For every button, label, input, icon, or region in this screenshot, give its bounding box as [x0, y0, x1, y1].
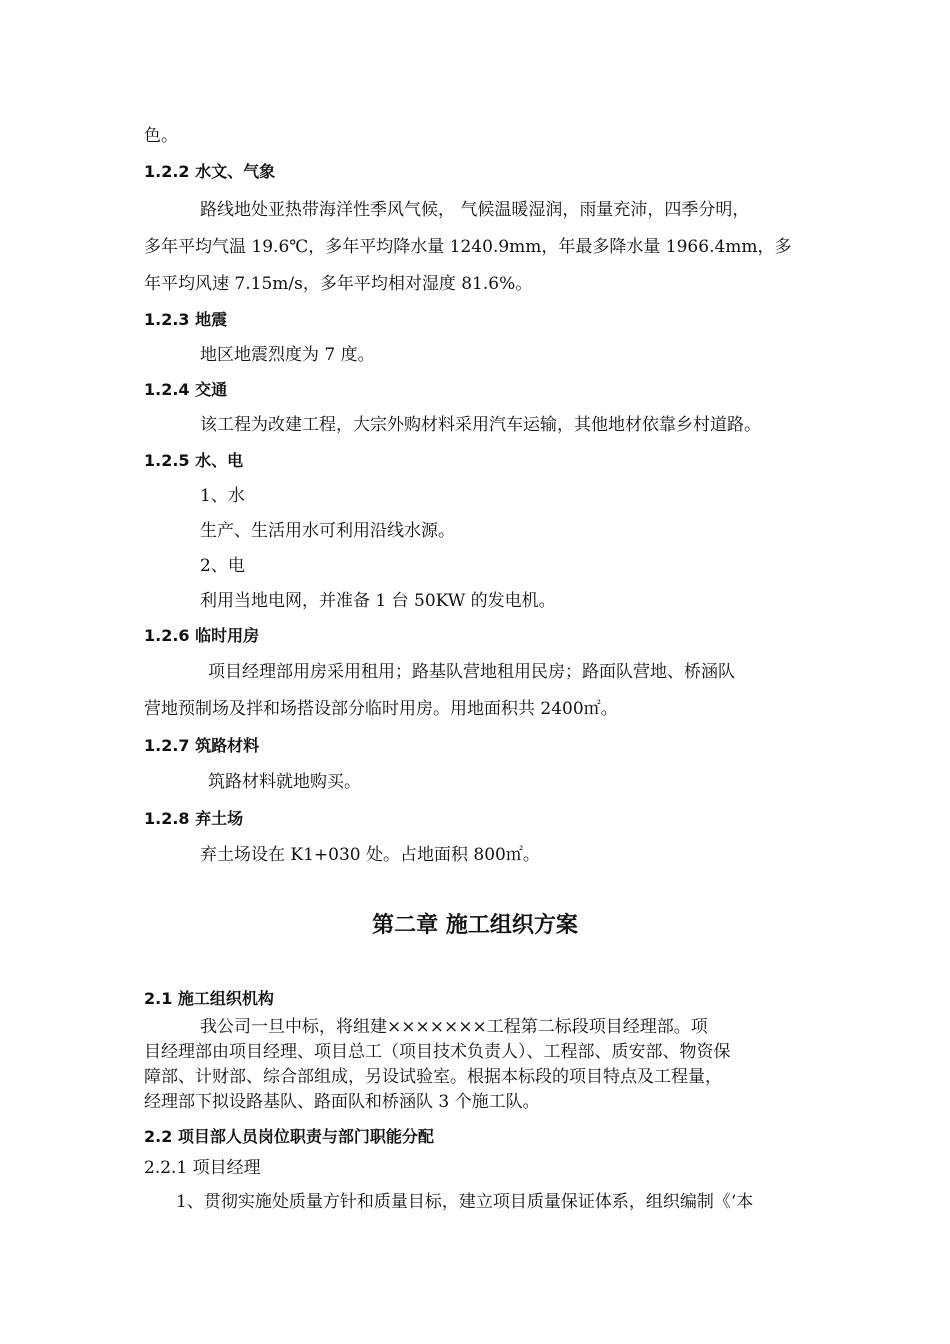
heading-1-2-7: 1.2.7 筑路材料 — [144, 736, 260, 755]
para-1-2-6-line1: 项目经理部用房采用租用；路基队营地租用民房；路面队营地、桥涵队 — [208, 662, 735, 682]
heading-2-1: 2.1 施工组织机构 — [144, 989, 274, 1008]
para-2-1-line3: 障部、计财部、综合部组成，另设试验室。根据本标段的项目特点及工程量， — [144, 1067, 722, 1087]
para-1-2-6-line2: 营地预制场及拌和场搭设部分临时用房。用地面积共 2400㎡。 — [144, 699, 618, 719]
heading-1-2-6: 1.2.6 临时用房 — [144, 626, 260, 645]
para-1-2-2-line2: 多年平均气温 19.6℃，多年平均降水量 1240.9mm，年最多降水量 1966.4mm，多 — [144, 237, 792, 257]
heading-1-2-3: 1.2.3 地震 — [144, 310, 228, 329]
para-2-1-line4: 经理部下拟设路基队、路面队和桥涵队 3 个施工队。 — [144, 1092, 540, 1112]
para-1-2-2-line1: 路线地处亚热带海洋性季风气候， 气候温暖湿润，雨量充沛，四季分明， — [200, 200, 750, 220]
item-water: 1、水 — [200, 486, 245, 506]
heading-1-2-8: 1.2.8 弃土场 — [144, 809, 244, 828]
heading-1-2-4: 1.2.4 交通 — [144, 380, 228, 399]
para-1-2-3: 地区地震烈度为 7 度。 — [200, 345, 375, 365]
continued-line: 色。 — [144, 126, 178, 146]
heading-1-2-5: 1.2.5 水、电 — [144, 451, 244, 470]
para-2-1-line2: 目经理部由项目经理、项目总工（项目技术负责人）、工程部、质安部、物资保 — [144, 1042, 731, 1062]
item-water-text: 生产、生活用水可利用沿线水源。 — [200, 521, 455, 541]
heading-2-2: 2.2 项目部人员岗位职责与部门职能分配 — [144, 1127, 434, 1146]
para-1-2-8: 弃土场设在 K1+030 处。占地面积 800㎡。 — [200, 845, 540, 865]
heading-1-2-2: 1.2.2 水文、气象 — [144, 162, 276, 181]
para-1-2-4: 该工程为改建工程，大宗外购材料采用汽车运输，其他地材依靠乡村道路。 — [200, 415, 761, 435]
para-1-2-2-line3: 年平均风速 7.15m/s，多年平均相对湿度 81.6%。 — [144, 274, 533, 294]
para-2-2-1-line1: 1、贯彻实施处质量方针和质量目标，建立项目质量保证体系，组织编制《‘本 — [176, 1192, 754, 1212]
chapter-title: 第二章 施工组织方案 — [372, 913, 578, 938]
item-power: 2、电 — [200, 556, 245, 576]
heading-2-2-1: 2.2.1 项目经理 — [144, 1158, 261, 1178]
item-power-text: 利用当地电网，并准备 1 台 50KW 的发电机。 — [200, 591, 556, 611]
para-1-2-7: 筑路材料就地购买。 — [208, 772, 361, 792]
para-2-1-line1: 我公司一旦中标，将组建×××××××工程第二标段项目经理部。项 — [200, 1017, 708, 1037]
